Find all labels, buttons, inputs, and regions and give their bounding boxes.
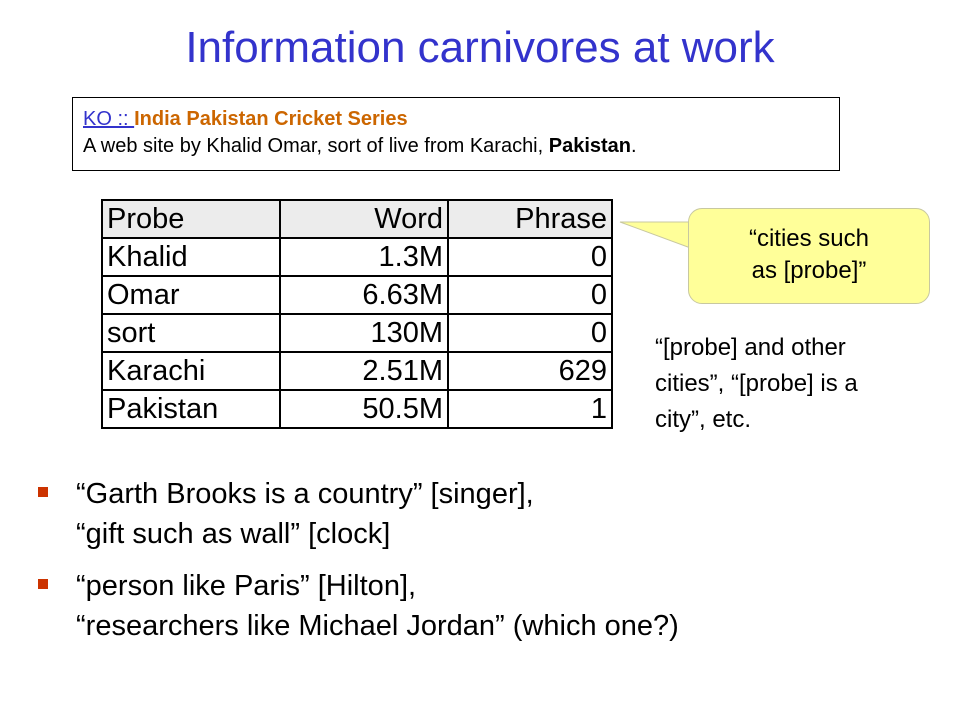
description-end: . — [631, 135, 637, 157]
header-cell-word: Word — [280, 200, 448, 238]
bullet-item — [36, 566, 936, 646]
phrase-count-cell: 1 — [448, 390, 612, 428]
website-description — [83, 133, 829, 160]
header-cell-phrase: Phrase — [448, 200, 612, 238]
table-row — [102, 314, 612, 352]
phrase-count-cell: 0 — [448, 238, 612, 276]
bullet-line: “Garth Brooks is a country” [singer], — [76, 478, 534, 510]
description-bold-text: Pakistan — [548, 135, 632, 157]
phrase-count-cell: 0 — [448, 276, 612, 314]
table-row — [102, 390, 612, 428]
square-bullet-icon — [38, 487, 48, 497]
bullet-list — [36, 474, 936, 658]
phrase-count-cell: 629 — [448, 352, 612, 390]
word-count-cell: 130M — [280, 314, 448, 352]
description-text: A web site by Khalid Omar, sort of live from Karachi, — [83, 135, 549, 157]
word-count-cell: 1.3M — [280, 238, 448, 276]
bullet-line: “gift such as wall” [clock] — [76, 518, 391, 550]
bullet-line: “person like Paris” [Hilton], — [76, 570, 417, 602]
callout-line: “cities such — [748, 225, 870, 252]
website-snippet — [72, 97, 840, 171]
side-note-line: “[probe] and other — [655, 334, 846, 361]
website-title-line — [83, 106, 829, 133]
probe-cell: Omar — [102, 276, 280, 314]
probe-cell: Karachi — [102, 352, 280, 390]
side-note-line: city”, etc. — [655, 406, 752, 433]
square-bullet-icon — [38, 579, 48, 589]
bullet-line: “researchers like Michael Jordan” (which one?) — [76, 610, 679, 642]
slide-title: Information carnivores at work — [185, 23, 775, 72]
word-count-cell: 2.51M — [280, 352, 448, 390]
header-cell-probe: Probe — [102, 200, 280, 238]
word-count-cell: 50.5M — [280, 390, 448, 428]
callout-bubble — [688, 208, 930, 304]
probe-cell: Pakistan — [102, 390, 280, 428]
bullet-item — [36, 474, 936, 554]
table-header-row — [102, 200, 612, 238]
phrase-count-cell: 0 — [448, 314, 612, 352]
site-link[interactable]: KO :: — [83, 108, 135, 130]
side-note — [655, 330, 925, 438]
probe-counts-table — [101, 199, 613, 429]
table-row — [102, 352, 612, 390]
word-count-cell: 6.63M — [280, 276, 448, 314]
table-row — [102, 276, 612, 314]
table-row — [102, 238, 612, 276]
probe-cell: sort — [102, 314, 280, 352]
callout-line: as [probe]” — [751, 257, 867, 284]
site-title: India Pakistan Cricket Series — [134, 108, 408, 130]
side-note-line: cities”, “[probe] is a — [655, 370, 858, 397]
probe-cell: Khalid — [102, 238, 280, 276]
